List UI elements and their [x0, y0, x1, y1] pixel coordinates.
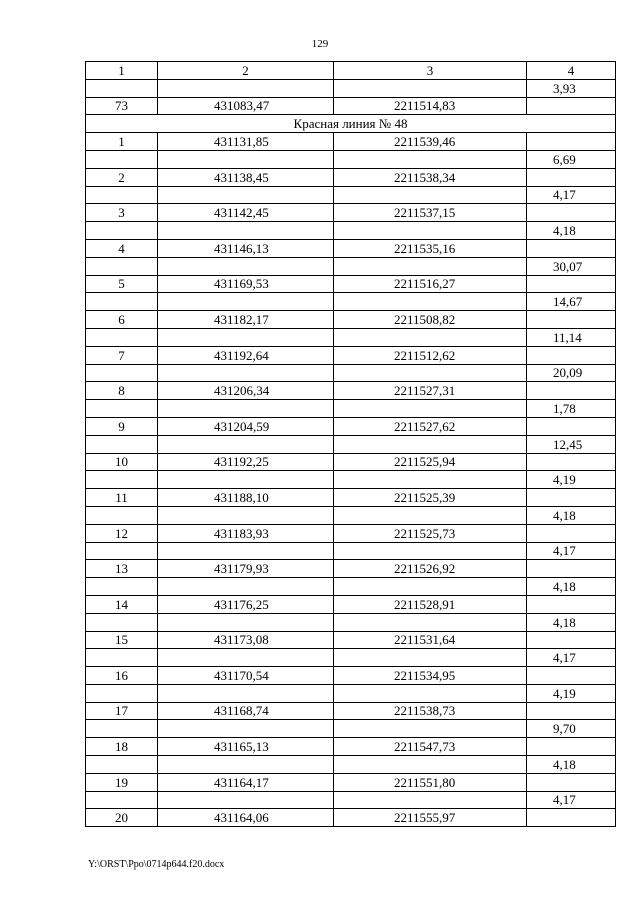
- point-number-cell: [86, 542, 158, 560]
- x-coordinate-cell: 431182,17: [158, 311, 334, 329]
- distance-cell: [527, 97, 616, 115]
- y-coordinate-cell: [334, 542, 527, 560]
- point-number-cell: 15: [86, 631, 158, 649]
- table-row: [86, 720, 616, 738]
- x-coordinate-cell: [158, 471, 334, 489]
- table-row: [86, 578, 616, 596]
- table-row: [86, 417, 616, 435]
- x-coordinate-cell: [158, 186, 334, 204]
- x-coordinate-cell: 431165,13: [158, 738, 334, 756]
- distance-cell: [527, 738, 616, 756]
- point-number-cell: 13: [86, 560, 158, 578]
- point-number-cell: [86, 293, 158, 311]
- distance-cell: 20,09: [527, 364, 616, 382]
- x-coordinate-cell: 431131,85: [158, 133, 334, 151]
- distance-cell: 4,18: [527, 613, 616, 631]
- y-coordinate-cell: [334, 756, 527, 774]
- distance-cell: [527, 702, 616, 720]
- x-coordinate-cell: 431206,34: [158, 382, 334, 400]
- table-row: [86, 489, 616, 507]
- x-coordinate-cell: [158, 756, 334, 774]
- y-coordinate-cell: 2211551,80: [334, 773, 527, 791]
- table-header-row: [86, 62, 616, 80]
- distance-cell: 9,70: [527, 720, 616, 738]
- y-coordinate-cell: 2211538,73: [334, 702, 527, 720]
- point-number-cell: 14: [86, 595, 158, 613]
- distance-cell: [527, 773, 616, 791]
- point-number-cell: [86, 222, 158, 240]
- table-row: [86, 791, 616, 809]
- y-coordinate-cell: 2211508,82: [334, 311, 527, 329]
- page-number: 129: [311, 38, 329, 50]
- point-number-cell: [86, 649, 158, 667]
- x-coordinate-cell: 431204,59: [158, 417, 334, 435]
- distance-cell: 4,18: [527, 756, 616, 774]
- point-number-cell: [86, 471, 158, 489]
- distance-cell: [527, 489, 616, 507]
- table-row: [86, 435, 616, 453]
- x-coordinate-cell: 431164,06: [158, 809, 334, 827]
- y-coordinate-cell: [334, 222, 527, 240]
- distance-cell: 4,18: [527, 578, 616, 596]
- x-coordinate-cell: 431192,64: [158, 346, 334, 364]
- x-coordinate-cell: [158, 542, 334, 560]
- y-coordinate-cell: 2211525,94: [334, 453, 527, 471]
- table-row: [86, 702, 616, 720]
- x-coordinate-cell: [158, 720, 334, 738]
- point-number-cell: [86, 79, 158, 97]
- y-coordinate-cell: 2211535,16: [334, 239, 527, 257]
- table-body: [86, 79, 616, 826]
- table-row: [86, 738, 616, 756]
- y-coordinate-cell: [334, 649, 527, 667]
- point-number-cell: 16: [86, 667, 158, 685]
- x-coordinate-cell: [158, 649, 334, 667]
- x-coordinate-cell: 431170,54: [158, 667, 334, 685]
- y-coordinate-cell: [334, 506, 527, 524]
- point-number-cell: [86, 506, 158, 524]
- distance-cell: [527, 133, 616, 151]
- distance-cell: 4,17: [527, 186, 616, 204]
- coordinates-table: [85, 61, 616, 827]
- section-title-row: [86, 115, 616, 133]
- distance-cell: [527, 204, 616, 222]
- x-coordinate-cell: [158, 328, 334, 346]
- table-row: [86, 809, 616, 827]
- distance-cell: 30,07: [527, 257, 616, 275]
- y-coordinate-cell: 2211528,91: [334, 595, 527, 613]
- table-row: [86, 275, 616, 293]
- distance-cell: [527, 311, 616, 329]
- x-coordinate-cell: [158, 400, 334, 418]
- x-coordinate-cell: [158, 613, 334, 631]
- table-row: [86, 773, 616, 791]
- distance-cell: 4,18: [527, 506, 616, 524]
- y-coordinate-cell: 2211534,95: [334, 667, 527, 685]
- point-number-cell: [86, 720, 158, 738]
- table-row: [86, 684, 616, 702]
- y-coordinate-cell: 2211525,39: [334, 489, 527, 507]
- y-coordinate-cell: 2211527,31: [334, 382, 527, 400]
- x-coordinate-cell: 431146,13: [158, 239, 334, 257]
- y-coordinate-cell: [334, 186, 527, 204]
- point-number-cell: 10: [86, 453, 158, 471]
- table-row: [86, 97, 616, 115]
- table-row: [86, 506, 616, 524]
- distance-cell: 12,45: [527, 435, 616, 453]
- y-coordinate-cell: [334, 471, 527, 489]
- y-coordinate-cell: [334, 328, 527, 346]
- point-number-cell: 3: [86, 204, 158, 222]
- table-row: [86, 239, 616, 257]
- y-coordinate-cell: 2211516,27: [334, 275, 527, 293]
- y-coordinate-cell: [334, 613, 527, 631]
- x-coordinate-cell: 431183,93: [158, 524, 334, 542]
- point-number-cell: [86, 578, 158, 596]
- distance-cell: [527, 595, 616, 613]
- table-row: [86, 649, 616, 667]
- distance-cell: [527, 382, 616, 400]
- table-row: [86, 453, 616, 471]
- point-number-cell: 4: [86, 239, 158, 257]
- section-title: Красная линия № 48: [86, 115, 616, 133]
- table-row: [86, 382, 616, 400]
- y-coordinate-cell: [334, 150, 527, 168]
- distance-cell: [527, 275, 616, 293]
- y-coordinate-cell: [334, 720, 527, 738]
- point-number-cell: [86, 435, 158, 453]
- table-row: [86, 542, 616, 560]
- table-row: [86, 667, 616, 685]
- table-row: [86, 133, 616, 151]
- point-number-cell: [86, 364, 158, 382]
- table-row: [86, 524, 616, 542]
- footer-file-path: Y:\ORST\Ppo\0714p644.f20.docx: [88, 859, 225, 870]
- column-header-1: 1: [86, 62, 158, 80]
- x-coordinate-cell: [158, 435, 334, 453]
- point-number-cell: [86, 257, 158, 275]
- distance-cell: [527, 168, 616, 186]
- point-number-cell: [86, 756, 158, 774]
- point-number-cell: 7: [86, 346, 158, 364]
- table-row: [86, 257, 616, 275]
- x-coordinate-cell: 431179,93: [158, 560, 334, 578]
- y-coordinate-cell: [334, 400, 527, 418]
- table-row: [86, 186, 616, 204]
- y-coordinate-cell: 2211525,73: [334, 524, 527, 542]
- point-number-cell: 8: [86, 382, 158, 400]
- table-row: [86, 311, 616, 329]
- x-coordinate-cell: 431192,25: [158, 453, 334, 471]
- point-number-cell: 17: [86, 702, 158, 720]
- table-row: [86, 631, 616, 649]
- y-coordinate-cell: [334, 684, 527, 702]
- y-coordinate-cell: [334, 257, 527, 275]
- x-coordinate-cell: [158, 684, 334, 702]
- x-coordinate-cell: [158, 578, 334, 596]
- distance-cell: 4,17: [527, 649, 616, 667]
- table-row: [86, 560, 616, 578]
- y-coordinate-cell: 2211531,64: [334, 631, 527, 649]
- x-coordinate-cell: [158, 79, 334, 97]
- table-row: [86, 222, 616, 240]
- distance-cell: 4,19: [527, 471, 616, 489]
- x-coordinate-cell: 431169,53: [158, 275, 334, 293]
- distance-cell: 6,69: [527, 150, 616, 168]
- x-coordinate-cell: [158, 506, 334, 524]
- y-coordinate-cell: [334, 435, 527, 453]
- x-coordinate-cell: [158, 791, 334, 809]
- y-coordinate-cell: 2211539,46: [334, 133, 527, 151]
- distance-cell: 4,19: [527, 684, 616, 702]
- x-coordinate-cell: [158, 150, 334, 168]
- y-coordinate-cell: [334, 791, 527, 809]
- point-number-cell: [86, 400, 158, 418]
- point-number-cell: [86, 613, 158, 631]
- distance-cell: 4,17: [527, 542, 616, 560]
- table-row: [86, 756, 616, 774]
- y-coordinate-cell: 2211537,15: [334, 204, 527, 222]
- distance-cell: [527, 560, 616, 578]
- distance-cell: [527, 417, 616, 435]
- y-coordinate-cell: 2211526,92: [334, 560, 527, 578]
- point-number-cell: [86, 791, 158, 809]
- table-row: [86, 79, 616, 97]
- y-coordinate-cell: [334, 79, 527, 97]
- column-header-2: 2: [158, 62, 334, 80]
- y-coordinate-cell: [334, 578, 527, 596]
- distance-cell: [527, 346, 616, 364]
- y-coordinate-cell: 2211538,34: [334, 168, 527, 186]
- y-coordinate-cell: [334, 364, 527, 382]
- x-coordinate-cell: 431173,08: [158, 631, 334, 649]
- distance-cell: [527, 453, 616, 471]
- point-number-cell: 2: [86, 168, 158, 186]
- x-coordinate-cell: [158, 293, 334, 311]
- x-coordinate-cell: [158, 222, 334, 240]
- table-row: [86, 471, 616, 489]
- table-row: [86, 328, 616, 346]
- x-coordinate-cell: 431188,10: [158, 489, 334, 507]
- point-number-cell: 11: [86, 489, 158, 507]
- y-coordinate-cell: 2211512,62: [334, 346, 527, 364]
- column-header-4: 4: [527, 62, 616, 80]
- table-row: [86, 613, 616, 631]
- distance-cell: 11,14: [527, 328, 616, 346]
- distance-cell: 4,18: [527, 222, 616, 240]
- x-coordinate-cell: 431138,45: [158, 168, 334, 186]
- table-row: [86, 595, 616, 613]
- distance-cell: [527, 631, 616, 649]
- table-row: [86, 364, 616, 382]
- point-number-cell: 6: [86, 311, 158, 329]
- point-number-cell: 5: [86, 275, 158, 293]
- point-number-cell: [86, 684, 158, 702]
- table-row: [86, 293, 616, 311]
- point-number-cell: 18: [86, 738, 158, 756]
- distance-cell: 1,78: [527, 400, 616, 418]
- y-coordinate-cell: 2211527,62: [334, 417, 527, 435]
- x-coordinate-cell: [158, 257, 334, 275]
- y-coordinate-cell: 2211547,73: [334, 738, 527, 756]
- point-number-cell: 9: [86, 417, 158, 435]
- y-coordinate-cell: [334, 293, 527, 311]
- table-row: [86, 400, 616, 418]
- distance-cell: [527, 667, 616, 685]
- distance-cell: 14,67: [527, 293, 616, 311]
- x-coordinate-cell: [158, 364, 334, 382]
- x-coordinate-cell: 431176,25: [158, 595, 334, 613]
- x-coordinate-cell: 431142,45: [158, 204, 334, 222]
- x-coordinate-cell: 431083,47: [158, 97, 334, 115]
- point-number-cell: [86, 150, 158, 168]
- point-number-cell: [86, 328, 158, 346]
- distance-cell: 3,93: [527, 79, 616, 97]
- point-number-cell: [86, 186, 158, 204]
- x-coordinate-cell: 431168,74: [158, 702, 334, 720]
- table-row: [86, 150, 616, 168]
- table-row: [86, 346, 616, 364]
- point-number-cell: 20: [86, 809, 158, 827]
- y-coordinate-cell: 2211514,83: [334, 97, 527, 115]
- point-number-cell: 12: [86, 524, 158, 542]
- table-row: [86, 168, 616, 186]
- distance-cell: [527, 524, 616, 542]
- distance-cell: [527, 809, 616, 827]
- y-coordinate-cell: 2211555,97: [334, 809, 527, 827]
- distance-cell: 4,17: [527, 791, 616, 809]
- point-number-cell: 73: [86, 97, 158, 115]
- column-header-3: 3: [334, 62, 527, 80]
- distance-cell: [527, 239, 616, 257]
- point-number-cell: 19: [86, 773, 158, 791]
- table-row: [86, 204, 616, 222]
- x-coordinate-cell: 431164,17: [158, 773, 334, 791]
- point-number-cell: 1: [86, 133, 158, 151]
